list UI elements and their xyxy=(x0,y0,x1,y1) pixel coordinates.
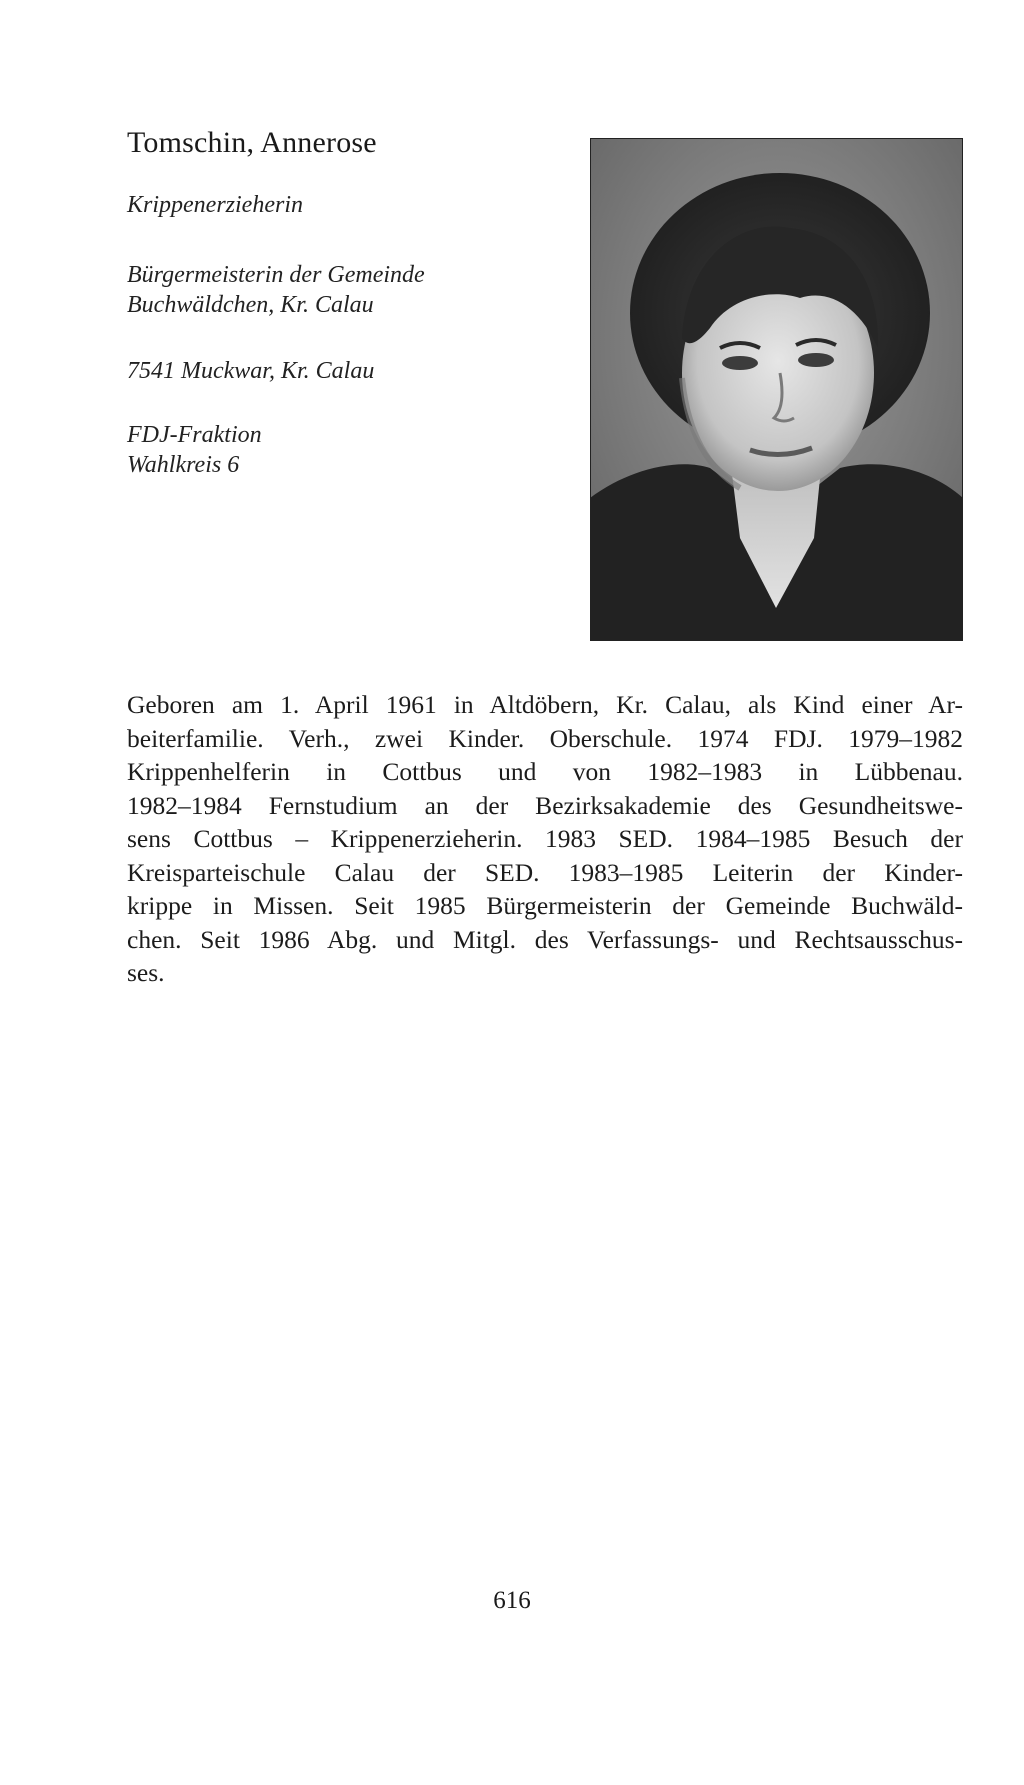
bio-line: 1982–1984 Fernstudium an der Bezirksakademie des Gesundheitswe- xyxy=(127,790,963,820)
faction: FDJ-Fraktion xyxy=(127,422,262,448)
person-name: Tomschin, Annerose xyxy=(127,126,377,159)
position-line-1: Bürgermeisterin der Gemeinde xyxy=(127,262,425,288)
bio-line: ses. xyxy=(127,958,165,987)
portrait-photo xyxy=(590,138,963,641)
bio-line: Krippenhelferin in Cottbus und von 1982–1983 in Lübbenau. xyxy=(127,757,963,786)
constituency: Wahlkreis 6 xyxy=(127,452,240,478)
biography-text xyxy=(127,688,963,990)
bio-line: krippe in Missen. Seit 1985 Bürgermeisterin der Gemeinde Buchwäld- xyxy=(127,891,963,920)
bio-line: Geboren am 1. April 1961 in Altdöbern, Kr. Calau, als Kind einer Ar- xyxy=(127,690,963,719)
page-number: 616 xyxy=(493,1587,531,1614)
portrait-photo-image xyxy=(590,138,963,641)
bio-line: Kreisparteischule Calau der SED. 1983–1985 Leiterin der Kinder- xyxy=(127,857,963,887)
position-line-2: Buchwäldchen, Kr. Calau xyxy=(127,292,374,318)
bio-line: chen. Seit 1986 Abg. und Mitgl. des Verfassungs- und Rechtsausschus- xyxy=(127,924,963,954)
occupation: Krippenerzieherin xyxy=(127,192,303,218)
address: 7541 Muckwar, Kr. Calau xyxy=(127,358,375,384)
bio-line: beiterfamilie. Verh., zwei Kinder. Oberschule. 1974 FDJ. 1979–1982 xyxy=(127,723,963,753)
bio-line: sens Cottbus – Krippenerzieherin. 1983 SED. 1984–1985 Besuch der xyxy=(127,824,963,853)
